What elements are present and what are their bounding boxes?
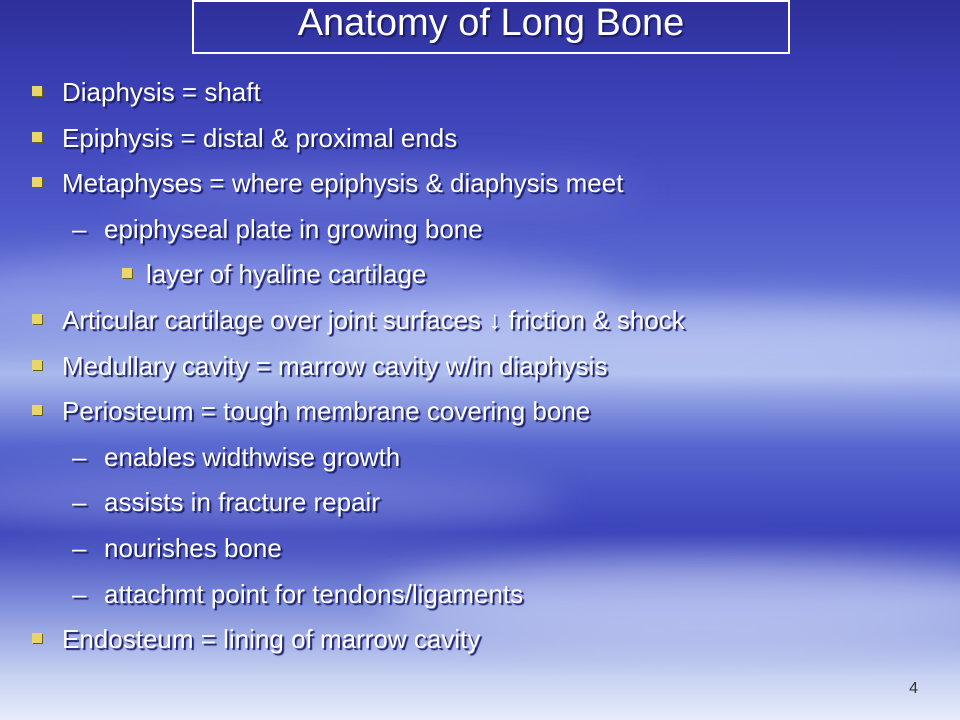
bullet-item (28, 298, 948, 344)
bullet-list (28, 70, 948, 663)
bullet-text: Periosteum = tough membrane covering bone (62, 396, 591, 427)
dash-bullet-icon: – (72, 487, 87, 518)
bullet-item (28, 161, 948, 207)
square-bullet-icon (32, 132, 42, 142)
square-bullet-icon (32, 86, 42, 96)
bullet-text: Articular cartilage over joint surfaces ↓ friction & shock (62, 304, 685, 335)
bullet-item (28, 617, 948, 663)
square-bullet-icon (32, 360, 42, 370)
dash-bullet-icon: – (72, 441, 87, 472)
square-bullet-icon (32, 314, 42, 324)
title-box (192, 0, 790, 54)
slide-title: Anatomy of Long Bone (297, 2, 685, 44)
bullet-item (28, 344, 948, 390)
sub-bullet-item (28, 572, 948, 618)
square-bullet-icon (32, 177, 42, 187)
sub-sub-bullet-item (28, 252, 948, 298)
sub-bullet-item (28, 435, 948, 481)
bullet-text: nourishes bone (104, 532, 282, 563)
bullet-text: Medullary cavity = marrow cavity w/in diaphysis (62, 350, 608, 381)
bullet-item (28, 70, 948, 116)
sub-bullet-item (28, 480, 948, 526)
square-bullet-icon (32, 405, 42, 415)
bullet-text: Diaphysis = shaft (62, 77, 261, 107)
sub-bullet-item (28, 526, 948, 572)
square-bullet-icon (122, 268, 132, 278)
bullet-text: Metaphyses = where epiphysis & diaphysis meet (62, 168, 624, 199)
sub-bullet-item (28, 207, 948, 253)
bullet-text: layer of hyaline cartilage (146, 259, 427, 290)
bullet-text: epiphyseal plate in growing bone (104, 213, 483, 244)
dash-bullet-icon: – (72, 213, 87, 244)
bullet-item (28, 389, 948, 435)
square-bullet-icon (32, 633, 42, 643)
slide-number: 4 (909, 680, 918, 697)
bullet-text: attachmt point for tendons/ligaments (104, 578, 524, 609)
bullet-text: Epiphysis = distal & proximal ends (62, 122, 458, 153)
dash-bullet-icon: – (72, 532, 87, 563)
bullet-text: Endosteum = lining of marrow cavity (62, 624, 481, 655)
bullet-text: enables widthwise growth (104, 441, 401, 472)
bullet-text: assists in fracture repair (104, 487, 380, 518)
bullet-item (28, 116, 948, 162)
dash-bullet-icon: – (72, 578, 87, 609)
